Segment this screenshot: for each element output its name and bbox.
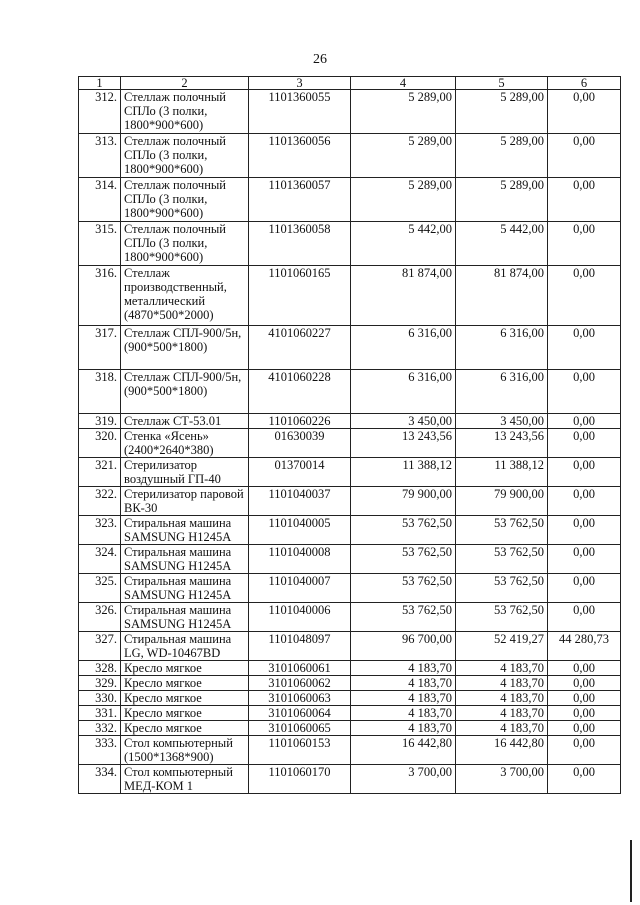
residual-value-cell: 0,00 xyxy=(548,661,621,676)
value-cell: 4 183,70 xyxy=(351,706,456,721)
residual-value-cell: 0,00 xyxy=(548,134,621,178)
inventory-code-cell: 1101360057 xyxy=(249,178,351,222)
value-cell: 53 762,50 xyxy=(351,603,456,632)
value-cell: 5 289,00 xyxy=(351,90,456,134)
inventory-code-cell: 4101060227 xyxy=(249,326,351,370)
row-number-cell: 332. xyxy=(79,721,121,736)
row-number-cell: 320. xyxy=(79,429,121,458)
inventory-code-cell: 1101040005 xyxy=(249,516,351,545)
table-row xyxy=(79,414,621,429)
value-cell: 5 442,00 xyxy=(351,222,456,266)
value-cell: 52 419,27 xyxy=(456,632,548,661)
item-name-cell: Кресло мягкое xyxy=(121,691,249,706)
residual-value-cell: 0,00 xyxy=(548,458,621,487)
value-cell: 79 900,00 xyxy=(456,487,548,516)
table-row xyxy=(79,516,621,545)
value-cell: 5 289,00 xyxy=(351,178,456,222)
value-cell: 5 289,00 xyxy=(456,90,548,134)
margin-line xyxy=(630,840,632,902)
table-row xyxy=(79,178,621,222)
value-cell: 11 388,12 xyxy=(351,458,456,487)
page-number: 26 xyxy=(313,52,327,67)
table-row xyxy=(79,134,621,178)
inventory-code-cell: 1101360056 xyxy=(249,134,351,178)
row-number-cell: 330. xyxy=(79,691,121,706)
inventory-code-cell: 1101060226 xyxy=(249,414,351,429)
value-cell: 13 243,56 xyxy=(351,429,456,458)
table-row xyxy=(79,603,621,632)
item-name-cell: Стеллаж СПЛ-900/5н, (900*500*1800) xyxy=(121,326,249,370)
value-cell: 16 442,80 xyxy=(456,736,548,765)
inventory-code-cell: 1101040037 xyxy=(249,487,351,516)
table-row xyxy=(79,736,621,765)
item-name-cell: Стерилизатор паровой ВК-30 xyxy=(121,487,249,516)
table-row xyxy=(79,222,621,266)
value-cell: 5 289,00 xyxy=(351,134,456,178)
value-cell: 11 388,12 xyxy=(456,458,548,487)
item-name-cell: Стиральная машина SAMSUNG H1245A xyxy=(121,574,249,603)
row-number-cell: 327. xyxy=(79,632,121,661)
value-cell: 4 183,70 xyxy=(351,676,456,691)
inventory-code-cell: 1101060153 xyxy=(249,736,351,765)
item-name-cell: Кресло мягкое xyxy=(121,721,249,736)
value-cell: 4 183,70 xyxy=(456,676,548,691)
header-cell: 2 xyxy=(121,77,249,90)
row-number-cell: 329. xyxy=(79,676,121,691)
value-cell: 3 450,00 xyxy=(456,414,548,429)
inventory-code-cell: 01630039 xyxy=(249,429,351,458)
value-cell: 4 183,70 xyxy=(351,661,456,676)
item-name-cell: Стерилизатор воздушный ГП-40 xyxy=(121,458,249,487)
value-cell: 13 243,56 xyxy=(456,429,548,458)
value-cell: 81 874,00 xyxy=(351,266,456,326)
inventory-code-cell: 3101060065 xyxy=(249,721,351,736)
row-number-cell: 326. xyxy=(79,603,121,632)
table-row xyxy=(79,691,621,706)
row-number-cell: 322. xyxy=(79,487,121,516)
row-number-cell: 334. xyxy=(79,765,121,794)
inventory-code-cell: 3101060063 xyxy=(249,691,351,706)
row-number-cell: 319. xyxy=(79,414,121,429)
header-cell: 3 xyxy=(249,77,351,90)
row-number-cell: 321. xyxy=(79,458,121,487)
item-name-cell: Стеллаж СПЛ-900/5н, (900*500*1800) xyxy=(121,370,249,414)
inventory-code-cell: 1101060165 xyxy=(249,266,351,326)
table-row xyxy=(79,706,621,721)
item-name-cell: Стиральная машина SAMSUNG H1245A xyxy=(121,516,249,545)
table-row xyxy=(79,90,621,134)
residual-value-cell: 0,00 xyxy=(548,266,621,326)
inventory-code-cell: 3101060064 xyxy=(249,706,351,721)
item-name-cell: Стеллаж полочный СПЛо (3 полки, 1800*900*600) xyxy=(121,90,249,134)
header-cell: 4 xyxy=(351,77,456,90)
inventory-code-cell: 1101360058 xyxy=(249,222,351,266)
residual-value-cell: 0,00 xyxy=(548,676,621,691)
item-name-cell: Стеллаж полочный СПЛо (3 полки, 1800*900*600) xyxy=(121,222,249,266)
value-cell: 53 762,50 xyxy=(351,516,456,545)
residual-value-cell: 0,00 xyxy=(548,414,621,429)
value-cell: 4 183,70 xyxy=(351,691,456,706)
value-cell: 4 183,70 xyxy=(456,691,548,706)
item-name-cell: Стеллаж СТ-53.01 xyxy=(121,414,249,429)
table-row xyxy=(79,266,621,326)
item-name-cell: Кресло мягкое xyxy=(121,661,249,676)
item-name-cell: Стенка «Ясень» (2400*2640*380) xyxy=(121,429,249,458)
residual-value-cell: 0,00 xyxy=(548,603,621,632)
table-row xyxy=(79,326,621,370)
inventory-code-cell: 3101060062 xyxy=(249,676,351,691)
row-number-cell: 325. xyxy=(79,574,121,603)
row-number-cell: 316. xyxy=(79,266,121,326)
residual-value-cell: 0,00 xyxy=(548,516,621,545)
value-cell: 3 450,00 xyxy=(351,414,456,429)
inventory-code-cell: 1101040007 xyxy=(249,574,351,603)
table-row xyxy=(79,429,621,458)
item-name-cell: Стиральная машина SAMSUNG H1245A xyxy=(121,603,249,632)
inventory-code-cell: 1101048097 xyxy=(249,632,351,661)
inventory-table xyxy=(78,76,621,794)
value-cell: 53 762,50 xyxy=(456,603,548,632)
residual-value-cell: 0,00 xyxy=(548,736,621,765)
value-cell: 53 762,50 xyxy=(351,574,456,603)
value-cell: 4 183,70 xyxy=(456,721,548,736)
value-cell: 53 762,50 xyxy=(351,545,456,574)
residual-value-cell: 0,00 xyxy=(548,487,621,516)
header-cell: 5 xyxy=(456,77,548,90)
residual-value-cell: 0,00 xyxy=(548,706,621,721)
value-cell: 96 700,00 xyxy=(351,632,456,661)
residual-value-cell: 0,00 xyxy=(548,178,621,222)
value-cell: 5 289,00 xyxy=(456,134,548,178)
item-name-cell: Кресло мягкое xyxy=(121,676,249,691)
value-cell: 81 874,00 xyxy=(456,266,548,326)
residual-value-cell: 0,00 xyxy=(548,721,621,736)
row-number-cell: 331. xyxy=(79,706,121,721)
inventory-code-cell: 01370014 xyxy=(249,458,351,487)
value-cell: 4 183,70 xyxy=(351,721,456,736)
table-row xyxy=(79,458,621,487)
value-cell: 4 183,70 xyxy=(456,661,548,676)
value-cell: 53 762,50 xyxy=(456,516,548,545)
table-row xyxy=(79,765,621,794)
value-cell: 6 316,00 xyxy=(351,370,456,414)
row-number-cell: 315. xyxy=(79,222,121,266)
row-number-cell: 313. xyxy=(79,134,121,178)
item-name-cell: Стол компьютерный (1500*1368*900) xyxy=(121,736,249,765)
residual-value-cell: 0,00 xyxy=(548,222,621,266)
item-name-cell: Стеллаж производственный, металлический (4870*500*2000) xyxy=(121,266,249,326)
value-cell: 5 289,00 xyxy=(456,178,548,222)
inventory-code-cell: 4101060228 xyxy=(249,370,351,414)
value-cell: 5 442,00 xyxy=(456,222,548,266)
table-row xyxy=(79,370,621,414)
row-number-cell: 333. xyxy=(79,736,121,765)
inventory-code-cell: 1101040008 xyxy=(249,545,351,574)
inventory-code-cell: 1101040006 xyxy=(249,603,351,632)
inventory-code-cell: 3101060061 xyxy=(249,661,351,676)
value-cell: 53 762,50 xyxy=(456,545,548,574)
item-name-cell: Стеллаж полочный СПЛо (3 полки, 1800*900*600) xyxy=(121,178,249,222)
inventory-code-cell: 1101360055 xyxy=(249,90,351,134)
row-number-cell: 328. xyxy=(79,661,121,676)
table-row xyxy=(79,487,621,516)
row-number-cell: 318. xyxy=(79,370,121,414)
header-cell: 1 xyxy=(79,77,121,90)
table-row xyxy=(79,676,621,691)
item-name-cell: Стеллаж полочный СПЛо (3 полки, 1800*900*600) xyxy=(121,134,249,178)
value-cell: 4 183,70 xyxy=(456,706,548,721)
table-row xyxy=(79,661,621,676)
residual-value-cell: 0,00 xyxy=(548,765,621,794)
item-name-cell: Стиральная машина LG, WD-10467BD xyxy=(121,632,249,661)
inventory-code-cell: 1101060170 xyxy=(249,765,351,794)
header-row xyxy=(79,77,621,90)
residual-value-cell: 0,00 xyxy=(548,545,621,574)
header-cell: 6 xyxy=(548,77,621,90)
row-number-cell: 317. xyxy=(79,326,121,370)
row-number-cell: 314. xyxy=(79,178,121,222)
value-cell: 3 700,00 xyxy=(351,765,456,794)
residual-value-cell: 44 280,73 xyxy=(548,632,621,661)
value-cell: 3 700,00 xyxy=(456,765,548,794)
value-cell: 6 316,00 xyxy=(456,370,548,414)
value-cell: 79 900,00 xyxy=(351,487,456,516)
value-cell: 53 762,50 xyxy=(456,574,548,603)
residual-value-cell: 0,00 xyxy=(548,326,621,370)
residual-value-cell: 0,00 xyxy=(548,429,621,458)
row-number-cell: 323. xyxy=(79,516,121,545)
value-cell: 6 316,00 xyxy=(351,326,456,370)
value-cell: 16 442,80 xyxy=(351,736,456,765)
table-row xyxy=(79,632,621,661)
table-row xyxy=(79,545,621,574)
residual-value-cell: 0,00 xyxy=(548,574,621,603)
item-name-cell: Кресло мягкое xyxy=(121,706,249,721)
table-row xyxy=(79,574,621,603)
residual-value-cell: 0,00 xyxy=(548,90,621,134)
value-cell: 6 316,00 xyxy=(456,326,548,370)
item-name-cell: Стиральная машина SAMSUNG H1245A xyxy=(121,545,249,574)
table-row xyxy=(79,721,621,736)
row-number-cell: 312. xyxy=(79,90,121,134)
item-name-cell: Стол компьютерный МЕД-КОМ 1 xyxy=(121,765,249,794)
residual-value-cell: 0,00 xyxy=(548,370,621,414)
row-number-cell: 324. xyxy=(79,545,121,574)
residual-value-cell: 0,00 xyxy=(548,691,621,706)
